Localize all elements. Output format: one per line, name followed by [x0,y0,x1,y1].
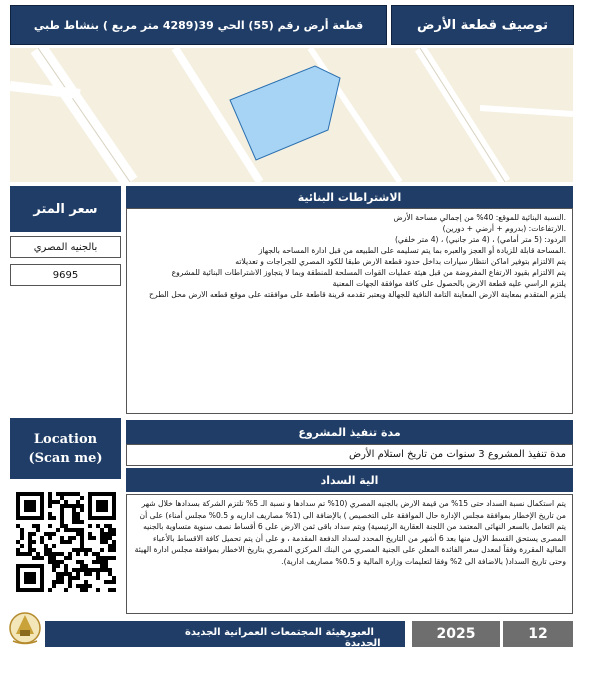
footer-city: العبور الجديدة [345,627,381,649]
location-label [10,418,121,479]
duration-title: مدة تنفيذ المشروع [126,420,573,444]
duration-text: مدة تنفيذ المشروع 3 سنوات من تاريخ استلام الأرض [126,444,573,466]
authority-logo [8,608,42,648]
conditions-title: الاشتراطات البنائية [126,186,573,208]
authority-logo-icon [8,608,42,648]
page-title: توصيف قطعة الأرض [391,5,574,45]
footer-year: 2025 [412,621,500,647]
location-qr-code[interactable] [16,492,116,592]
conditions-text: .النسبة البنائية للموقع: 40% من إجمالي مساحة الأرض .الارتفاعات: (بدروم + أرضي + دورين) الردود: (5 متر أمامي) ، (4 متر جانبي) ، (4 متر خلفي) .المساحة قابلة للزيادة أو العجز والعبره بما يتم تسليمه على الطبيعه من قبل ادارة المساحه بالجهاز يتم الالتزام بتوفير اماكن انتظار سيارات بداخل حدود قطعة الارض طبقا للكود المصري للجراجات و تعديلاته يتم الالتزام بقيود الارتفاع المفروضة من قبل هيئة عمليات القوات المسلحة للمنطقة وبما لا يتجاوز الاشتراطات البنائية للمشروع يلتزم الراسي عليه قطعة الارض بالحصول على كافة موافقة الجهات المعنية يلتزم المتقدم بمعاينة الارض المعاينة التامة النافية للجهالة ويعتبر تقدمه قرينة قاطعة على موافقته على موقع قطعه الارض محل الطرح [126,208,573,414]
site-map[interactable] [10,48,573,182]
footer-authority: هيئة المجتمعات العمرانية الجديدة [185,627,347,638]
footer-bar [45,621,405,647]
map-graphic [10,48,573,182]
payment-title: الية السداد [126,468,573,492]
payment-text: يتم استكمال نسبة السداد حتى 15% من قيمة الارض بالجنيه المصري (10% تم سدادها و نسبة الـ 5% تلتزم الشركة بسدادها خلال شهر من تاريخ الإخطار بموافقة مجلس الإدارة حال الموافقة على التخصيص ) بالإضافة الى (1% مصاريف اداريه و 0.5% مجلس أمناء) على أن يتم التعامل بالسعر النهائى المعتمد من اللجنة العقارية الرئيسية) ويتم سداد باقى ثمن الارض على 6 أقساط نصف سنوية متساوية بالجنيه المصرى يستحق القسط الاول منها بعد 6 أشهر من التاريخ المحدد لسداد الدفعة المقدمة ، و على أن يتم تحميل كافة الاقساط بالأعباء المالية المقررة وفقاً لمعدل سعر الفائدة المعلن على الجنية المصري من البنك المركزي المصري بتاريخ الاخطار بموافقة مجلس ادارة الهيئة وحتى تاريخ السداد( بالاضافة الى 2% وفقا لتعليمات وزارة المالية و 0.5% مصاريف ادارية). [126,494,573,614]
page-number: 12 [503,621,573,647]
qr-code-icon [16,492,116,592]
price-title: سعر المتر [10,186,121,232]
price-value: 9695 [10,264,121,286]
location-line1: Location [33,431,98,447]
plot-description: قطعة أرض رقم (55) الحي 39(4289 متر مربع ) بنشاط طبي [10,5,387,45]
location-line2: (Scan me) [28,450,103,466]
price-currency: بالجنيه المصري [10,236,121,258]
